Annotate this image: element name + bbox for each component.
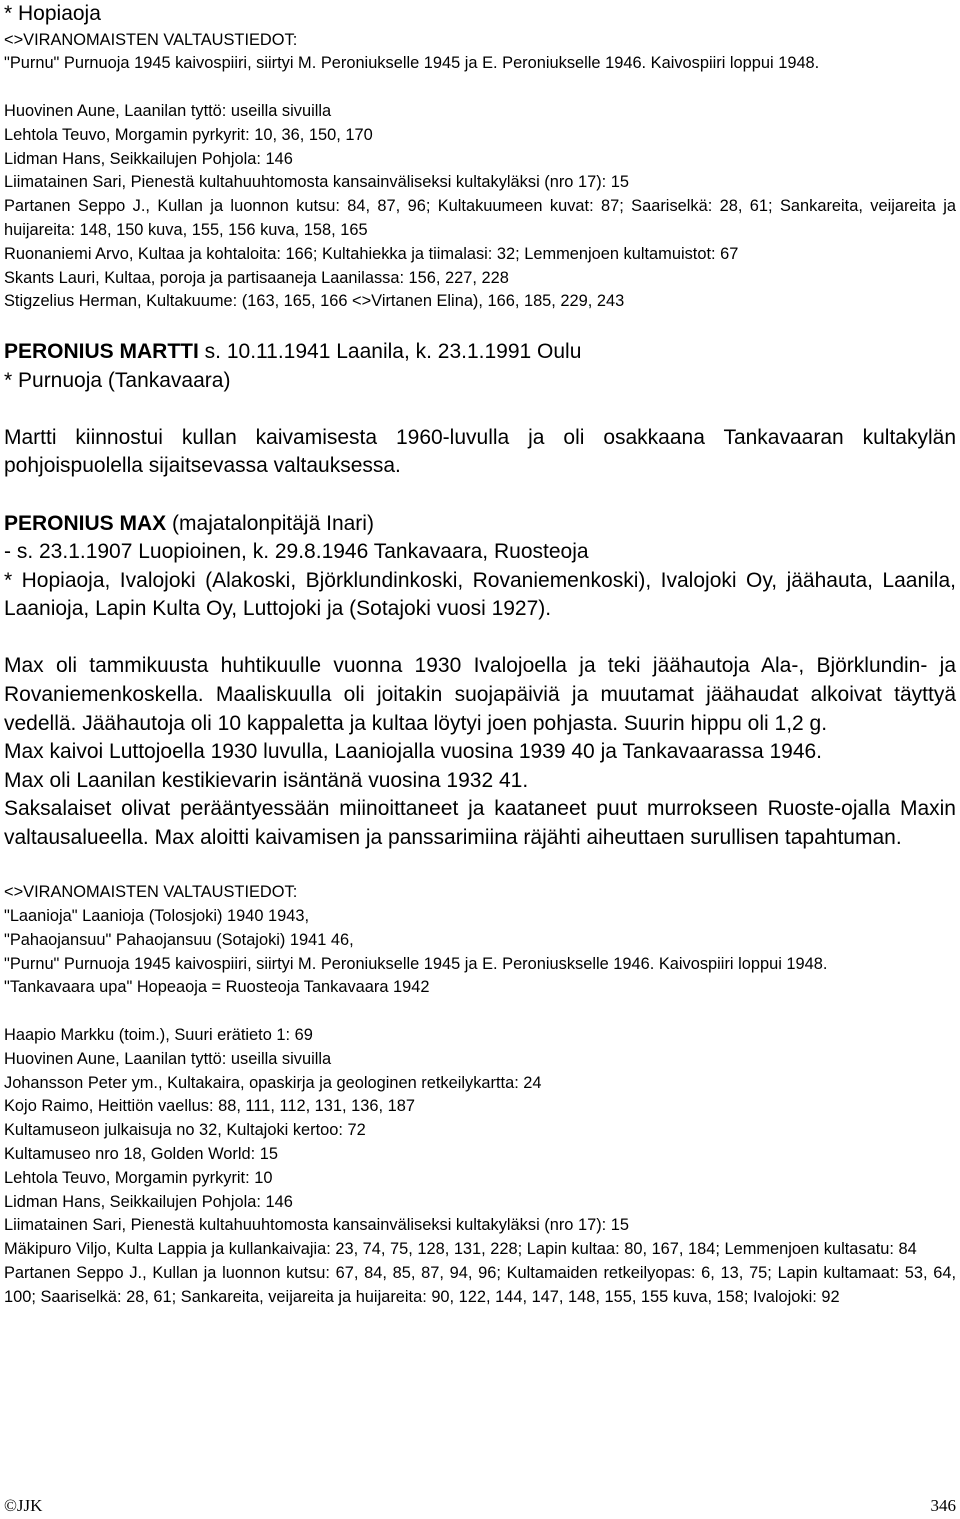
reference-item: Lidman Hans, Seikkailujen Pohjola: 146 (4, 149, 293, 168)
reference-item: Lidman Hans, Seikkailujen Pohjola: 146 (4, 1192, 293, 1211)
reference-item: Skants Lauri, Kultaa, poroja ja partisaaneja Laanilassa: 156, 227, 228 (4, 268, 509, 287)
reference-item: Huovinen Aune, Laanilan tyttö: useilla sivuilla (4, 1049, 332, 1068)
person-name: PERONIUS MAX (4, 511, 167, 535)
reference-item: Johansson Peter ym., Kultakaira, opaskirja ja geologinen retkeilykartta: 24 (4, 1073, 542, 1092)
reference-item: Stigzelius Herman, Kultakuume: (163, 165, 166 <>Virtanen Elina), 166, 185, 229, 243 (4, 292, 625, 311)
reference-item: Mäkipuro Viljo, Kulta Lappia ja kullankaivajia: 23, 74, 75, 128, 131, 228; Lapin kultaa: 80, 167, 184; Lemmenjoen kultasatu: 84 (4, 1240, 917, 1259)
reference-item: Partanen Seppo J., Kullan ja luonnon kutsu: 84, 87, 96; Kultakuumeen kuvat: 87; Saariselkä: 28, 61; Sankareita, veijareita ja huijareita: 148, 150 kuva, 155, 156 kuva, 158, 165 (4, 197, 956, 239)
reference-item: Liimatainen Sari, Pienestä kultahuuhtomosta kansainväliseksi kultakyläksi (nro 17): 15 (4, 173, 629, 192)
person-claims: * Hopiaoja, Ivalojoki (Alakoski, Björklundinkoski, Rovaniemenkoski), Ivalojoki Oy, jäähauta, Laanila, Laanioja, Lapin Kulta Oy, Luttojoki ja (Sotajoki vuosi 1927). (4, 568, 956, 621)
sources-label: <>VIRANOMAISTEN VALTAUSTIEDOT: (4, 883, 298, 902)
reference-item: Kultamuseo nro 18, Golden World: 15 (4, 1145, 278, 1163)
reference-item: Liimatainen Sari, Pienestä kultahuuhtomosta kansainväliseksi kultakyläksi (nro 17): 15 (4, 1216, 629, 1235)
references-section (4, 1024, 956, 1310)
claim-record: "Laanioja" Laanioja (Tolosjoki) 1940 1943, (4, 907, 310, 926)
reference-item: Huovinen Aune, Laanilan tyttö: useilla sivuilla (4, 101, 332, 120)
biography-paragraph: Max oli tammikuusta huhtikuulle vuonna 1930 Ivalojoella ja teki jäähautoja Ala-, Björklundin- ja Rovaniemenkoskella. Maaliskuulla oli joitakin suojapäiviä ja muutamat jäähaudat alkoivat täyttyä vedellä. Jäähautoja oli 10 kappaletta ja kultaa löytyi joen pohjasta. Suurin hippu oli 1,2 g. (4, 654, 956, 735)
claim-record: "Tankavaara upa" Hopeaoja = Ruosteoja Tankavaara 1942 (4, 978, 430, 997)
reference-item: Partanen Seppo J., Kullan ja luonnon kutsu: 67, 84, 85, 87, 94, 96; Kultamaiden retkeilyopas: 6, 13, 75; Lapin kultamaat: 53, 64, 100; Saariselkä: 28, 61; Sankareita, veijareita ja huijareita: 90, 122, 144, 147, 148, 155, 155 kuva, 158; Ivalojoki: 92 (4, 1263, 956, 1306)
person-claims: * Purnuoja (Tankavaara) (4, 368, 231, 392)
person-header (4, 510, 956, 539)
biography-paragraph: Saksalaiset olivat perääntyessään miinoittaneet ja kaataneet puut murrokseen Ruoste-ojalla Maxin valtausalueella. Max aloitti kaivamisen ja panssarimiina räjähti aiheuttaen surullisen tapahtuman. (4, 797, 956, 850)
person-name: PERONIUS MARTTI (4, 339, 199, 363)
reference-item: Haapio Markku (toim.), Suuri erätieto 1: 69 (4, 1026, 313, 1045)
biography-paragraph: Max oli Laanilan kestikievarin isäntänä vuosina 1932 41. (4, 768, 529, 792)
copyright-mark: ©JJK (4, 1496, 43, 1515)
page-number: 346 (930, 1496, 956, 1515)
section-heading: * Hopiaoja (4, 2, 101, 25)
biography-paragraph: Martti kiinnostui kullan kaivamisesta 1960-luvulla ja oli osakkaana Tankavaaran kultakylän pohjoispuolella sijaitsevassa valtauksessa. (4, 425, 956, 478)
person-header (4, 338, 956, 367)
reference-item: Kojo Raimo, Heittiön vaellus: 88, 111, 112, 131, 136, 187 (4, 1097, 415, 1116)
claim-record: "Purnu" Purnuoja 1945 kaivospiiri, siirtyi M. Peroniukselle 1945 ja E. Peroniuskselle 1946. Kaivospiiri loppui 1948. (4, 954, 828, 973)
reference-item: Kultamuseon julkaisuja no 32, Kultajoki kertoo: 72 (4, 1121, 366, 1140)
reference-item: Ruonaniemi Arvo, Kultaa ja kohtaloita: 166; Kultahiekka ja tiimalasi: 32; Lemmenjoen kultamuistot: 67 (4, 244, 739, 263)
biography-paragraph: Max kaivoi Luttojoella 1930 luvulla, Laaniojalla vuosina 1939 40 ja Tankavaarassa 1946. (4, 740, 823, 764)
sources-label: <>VIRANOMAISTEN VALTAUSTIEDOT: (4, 30, 298, 49)
claim-record: "Purnu" Purnuoja 1945 kaivospiiri, siirtyi M. Peroniukselle 1945 ja E. Peroniukselle 1946. Kaivospiiri loppui 1948. (4, 54, 820, 73)
hopiaoja-section (4, 0, 956, 314)
person-dates: s. 10.11.1941 Laanila, k. 23.1.1991 Oulu (198, 339, 582, 363)
reference-item: Lehtola Teuvo, Morgamin pyrkyrit: 10, 36, 150, 170 (4, 125, 373, 144)
person-dates: - s. 23.1.1907 Luopioinen, k. 29.8.1946 Tankavaara, Ruosteoja (4, 540, 589, 564)
claim-record: "Pahaojansuu" Pahaojansuu (Sotajoki) 1941 46, (4, 930, 354, 949)
claims-section (4, 881, 956, 1000)
reference-item: Lehtola Teuvo, Morgamin pyrkyrit: 10 (4, 1168, 273, 1187)
document-page (4, 0, 956, 1310)
peronius-max-section (4, 510, 956, 853)
person-occupation: (majatalonpitäjä Inari) (166, 511, 374, 535)
peronius-martti-section (4, 338, 956, 481)
